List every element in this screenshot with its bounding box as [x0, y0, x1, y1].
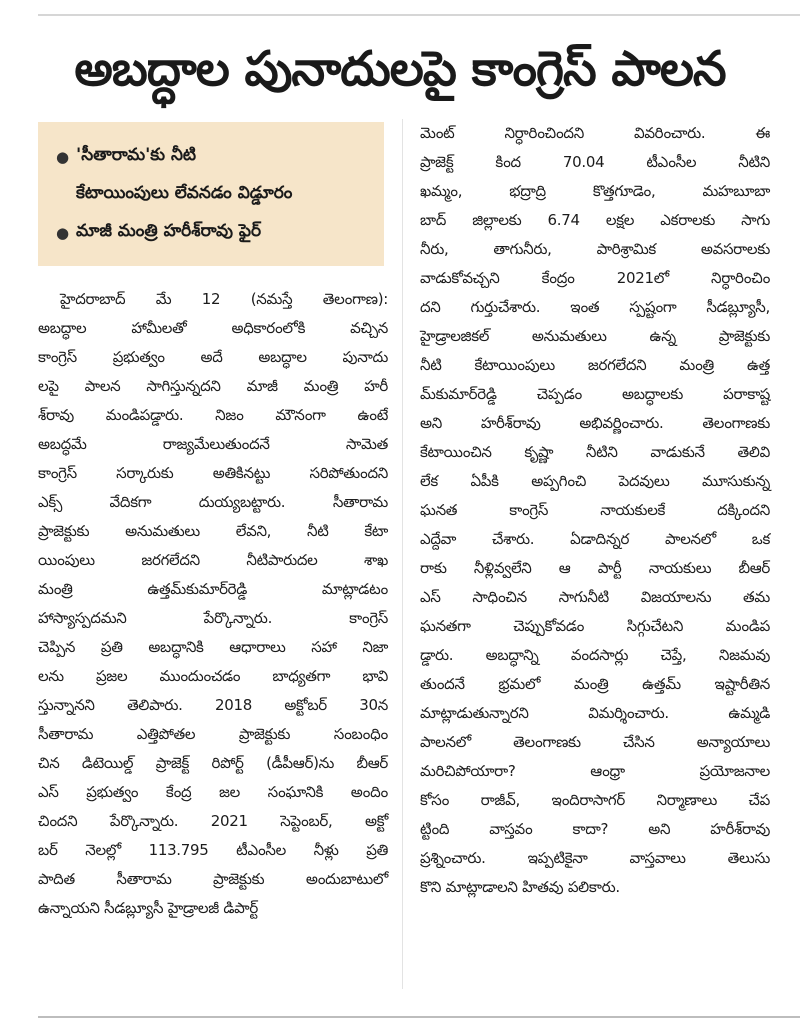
article-line: మంత్రి ఉత్తమ్‌కుమార్‌రెడ్డి మాట్లాడటం	[38, 580, 388, 598]
highlight-item	[56, 212, 374, 250]
top-rule	[38, 14, 800, 16]
article-line: స్తున్నానని తెలిపారు. 2018 అక్టోబర్‌ 30న	[38, 696, 388, 714]
article-line: రాకు నీళ్లివ్వలేని ఆ పార్టీ నాయకులు బీఆర్‌	[420, 559, 770, 577]
article-line: కొని మాట్లాడాలని హితవు పలికారు.	[420, 878, 620, 896]
article-line: ట్టింది వాస్తవం కాదా? అని హరీశ్‌రావు	[420, 820, 770, 838]
highlights-box	[38, 122, 384, 266]
article-line: నీరు, తాగునీరు, పారిశ్రామిక అవసరాలకు	[420, 240, 770, 258]
article-line: ఘనతగా చెప్పుకోవడం సిగ్గుచేటని మండిప	[420, 617, 770, 635]
article-line: ఎద్దేవా చేశారు. ఏడాదిన్నర పాలనలో ఒక	[420, 530, 770, 548]
highlight-line: కేటాయింపులు లేవనడం విడ్డూరం	[76, 183, 293, 203]
article-line: వాడుకోవచ్చని కేంద్రం 2021లో నిర్ధారించిం	[420, 269, 770, 287]
article-line: చెప్పిన ప్రతి అబద్ధానికి ఆధారాలు సహా నిజా	[38, 638, 388, 656]
article-line: దని గుర్తుచేశారు. ఇంత స్పష్టంగా సీడబ్ల్యూసీ,	[420, 298, 770, 316]
article-line: ప్రాజెక్ట్‌ కింద 70.04 టీఎంసీల నీటిని	[420, 153, 770, 171]
article-line: పాలనలో తెలంగాణకు చేసిన అన్యాయాలు	[420, 733, 770, 751]
article-line: హైదరాబాద్‌ మే 12 (నమస్తే తెలంగాణ):	[60, 290, 388, 308]
headline: అబద్ధాల పునాదులపై కాంగ్రెస్‌ పాలన	[74, 41, 726, 97]
article-line: శ్‌రావు మండిపడ్డారు. నిజం మౌనంగా ఉంటే	[38, 406, 388, 424]
article-line: హాస్యాస్పదమని పేర్కొన్నారు. కాంగ్రెస్‌	[38, 609, 388, 627]
article-line: సీతారామ ఎత్తిపోతల ప్రాజెక్టుకు సంబంధిం	[38, 725, 388, 743]
article-line: కోసం రాజీవ్‌, ఇందిరాసాగర్‌ నిర్మాణాలు చేప	[420, 791, 770, 809]
article-line: కాంగ్రెస్‌ ప్రభుత్వం అదే అబద్ధాల పునాదు	[38, 348, 388, 366]
article-line: కేటాయించిన కృష్ణా నీటిని వాడుకునే తెలివి	[420, 443, 770, 461]
article-line: డ్డారు. అబద్ధాన్ని వందసార్లు చెప్తే, నిజమవు	[420, 646, 770, 664]
article-line: మాట్లాడుతున్నారని విమర్శించారు. ఉమ్మడి	[420, 704, 770, 722]
article-line: ఎస్‌ సాధించిన సాగునీటి విజయాలను తమ	[420, 588, 770, 606]
article-line: మరిచిపోయారా? ఆంధ్రా ప్రయోజనాల	[420, 762, 770, 780]
article-line: యింపులు జరగలేదని నీటిపారుదల శాఖ	[38, 551, 388, 569]
article-line: ఉన్నాయని సీడబ్ల్యూసీ హైడ్రాలజీ డిపార్ట్‌	[38, 899, 258, 917]
article-line: చిందని పేర్కొన్నారు. 2021 సెప్టెంబర్‌, అక్టో	[38, 812, 388, 830]
highlight-line: మాజీ మంత్రి హరీశ్‌రావు ఫైర్‌	[76, 221, 262, 241]
highlight-item	[56, 136, 374, 212]
article-line: ప్రాజెక్టుకు అనుమతులు లేవని, నీటి కేటా	[38, 522, 388, 540]
column-divider	[402, 119, 403, 989]
article-column-right	[420, 119, 770, 902]
article-line: బర్‌ నెలల్లో 113.795 టీఎంసీల నీళ్లు ప్రతి	[38, 841, 388, 859]
bottom-rule	[38, 1016, 800, 1018]
article-line: లేక ఏపీకి అప్పగించి పెదవులు మూసుకున్న	[420, 472, 770, 490]
article-line: కాంగ్రెస్‌ సర్కారుకు అతికినట్టు సరిపోతుందని	[38, 464, 388, 482]
article-line: ఎక్స్‌ వేదికగా దుయ్యబట్టారు. సీతారామ	[38, 493, 388, 511]
article-line: లను ప్రజల ముందుంచడం బాధ్యతగా భావి	[38, 667, 388, 685]
article-line: ఖమ్మం, భద్రాద్రి కొత్తగూడెం, మహబూబా	[420, 182, 770, 200]
article-line: ప్రశ్నించారు. ఇప్పటికైనా వాస్తవాలు తెలుసు	[420, 849, 770, 867]
article-line: ఘనత కాంగ్రెస్‌ నాయకులకే దక్కిందని	[420, 501, 770, 519]
article-line: హైడ్రాలజికల్‌ అనుమతులు ఉన్న ప్రాజెక్టుకు	[420, 327, 770, 345]
article-line: ఎస్‌ ప్రభుత్వం కేంద్ర జల సంఘానికి అందిం	[38, 783, 388, 801]
article-line: అబద్ధాల హామీలతో అధికారంలోకి వచ్చిన	[38, 319, 388, 337]
bullet-icon: ●	[56, 224, 70, 242]
article-line: మ్‌కుమార్‌రెడ్డి చెప్పడం అబద్ధాలకు పరాకాష్ట	[420, 385, 770, 403]
highlight-line: 'సీతారామ'కు నీటి	[76, 145, 197, 165]
article-line: తుందనే భ్రమలో మంత్రి ఉత్తమ్‌ ఇష్టారీతిన	[420, 675, 770, 693]
article-line: నీటి కేటాయింపులు జరగలేదని మంత్రి ఉత్త	[420, 356, 770, 374]
article-line: అబద్ధమే రాజ్యమేలుతుందనే సామెత	[38, 435, 388, 453]
article-column-left	[38, 285, 388, 923]
article-line: మెంట్‌ నిర్ధారించిందని వివరించారు. ఈ	[420, 124, 770, 142]
article-line: చిన డిటెయిల్డ్‌ ప్రాజెక్ట్‌ రిపోర్ట్‌ (డీపీఆర్‌)ను బీఆర్‌	[38, 754, 388, 772]
article-line: లపై పాలన సాగిస్తున్నదని మాజీ మంత్రి హరీ	[38, 377, 388, 395]
article-line: బాద్‌ జిల్లాలకు 6.74 లక్షల ఎకరాలకు సాగు	[420, 211, 770, 229]
bullet-icon: ●	[56, 148, 70, 166]
article-line: పాదిత సీతారామ ప్రాజెక్టుకు అందుబాటులో	[38, 870, 388, 888]
article-line: అని హరీశ్‌రావు అభివర్ణించారు. తెలంగాణకు	[420, 414, 770, 432]
